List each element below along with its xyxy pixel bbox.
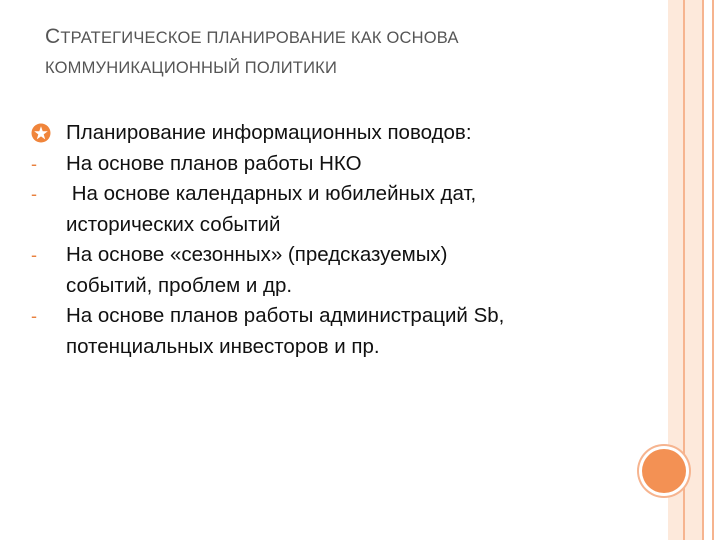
bullet-list bbox=[30, 118, 590, 362]
orange-circle-icon bbox=[642, 449, 686, 493]
list-item-text: На основе планов работы администраций Sb, bbox=[66, 304, 505, 327]
list-item bbox=[30, 118, 590, 149]
dash-marker: - bbox=[31, 306, 37, 326]
list-item-text: На основе планов работы НКО bbox=[66, 151, 362, 175]
dash-marker: - bbox=[31, 184, 37, 204]
right-border-line bbox=[712, 0, 714, 540]
list-item-text: На основе «сезонных» (предсказуемых) bbox=[66, 243, 448, 266]
list-item bbox=[30, 179, 590, 240]
list-item bbox=[30, 301, 590, 362]
list-item-text: исторических событий bbox=[66, 212, 281, 236]
right-border-line bbox=[702, 0, 704, 540]
list-item-text: событий, проблем и др. bbox=[66, 273, 293, 297]
list-item-text: Планирование информационных поводов: bbox=[66, 121, 472, 144]
slide-title bbox=[45, 22, 645, 83]
right-border-line bbox=[683, 0, 685, 540]
list-item bbox=[30, 149, 590, 180]
title-line-2: КОММУНИКАЦИОННЫЙ ПОЛИТИКИ bbox=[45, 59, 338, 77]
list-item bbox=[30, 240, 590, 301]
list-item-text: На основе календарных и юбилейных дат, bbox=[66, 182, 477, 205]
list-item-text: потенциальных инвесторов и пр. bbox=[66, 334, 380, 358]
dash-marker: - bbox=[31, 245, 37, 265]
title-initial: С bbox=[45, 25, 61, 48]
title-rest: ТРАТЕГИЧЕСКОЕ ПЛАНИРОВАНИЕ КАК ОСНОВА bbox=[60, 29, 459, 47]
title-line-1 bbox=[45, 22, 645, 53]
dash-marker: - bbox=[31, 153, 37, 174]
